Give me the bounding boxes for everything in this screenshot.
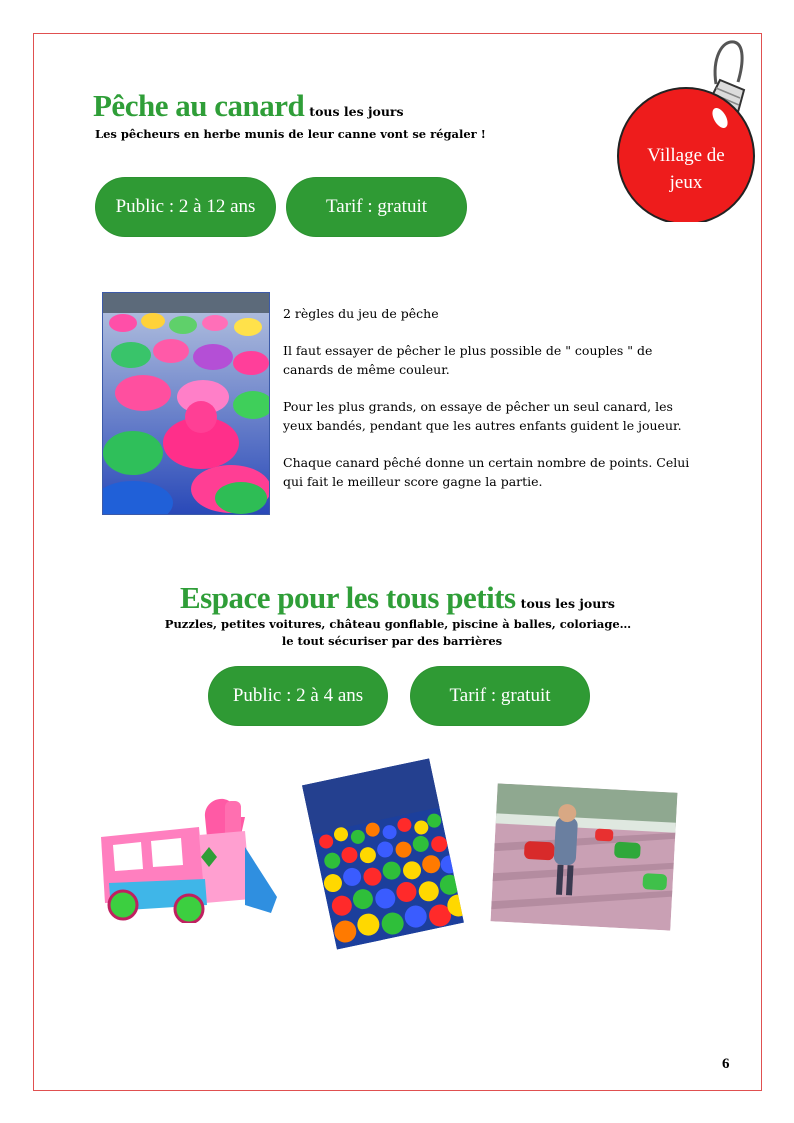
tarif-badge-section1: Tarif : gratuit: [286, 177, 467, 237]
christmas-ornament-icon: [612, 38, 760, 222]
duck-pond-photo: [102, 292, 270, 515]
kids-playground-photo: [491, 783, 678, 930]
rules-paragraph: Pour les plus grands, on essaye de pêcher un seul canard, les yeux bandés, pendant que les autres enfants guident le joueur.: [283, 399, 682, 433]
tarif-badge-section2: Tarif : gratuit: [410, 666, 590, 726]
rules-heading: 2 règles du jeu de pêche: [283, 306, 439, 321]
public-badge-section1: Public : 2 à 12 ans: [95, 177, 276, 237]
section1-title-note: tous les jours: [309, 104, 404, 119]
section2-heading: [180, 580, 615, 616]
section1-subtitle: Les pêcheurs en herbe munis de leur canne vont se régaler !: [95, 127, 486, 141]
page-number: 6: [722, 1056, 730, 1072]
bouncy-castle-photo: [95, 787, 281, 923]
section2-title: Espace pour les tous petits: [180, 580, 516, 615]
section1-title: Pêche au canard: [93, 88, 305, 123]
ornament-line2: jeux: [669, 172, 703, 193]
public-badge-section2: Public : 2 à 4 ans: [208, 666, 388, 726]
rules-paragraph: Il faut essayer de pêcher le plus possible de " couples " de canards de même couleur.: [283, 343, 653, 377]
duck-rules-text: [283, 304, 703, 509]
section1-heading: [93, 88, 404, 124]
section2-subtitle-1: Puzzles, petites voitures, château gonflable, piscine à balles, coloriage…: [164, 617, 632, 631]
ornament-line1: Village de: [647, 145, 725, 166]
rules-paragraph: Chaque canard pêché donne un certain nombre de points. Celui qui fait le meilleur score gagne la partie.: [283, 455, 690, 489]
section2-subtitle-2: le tout sécuriser par des barrières: [281, 634, 503, 648]
section2-title-note: tous les jours: [520, 596, 615, 611]
